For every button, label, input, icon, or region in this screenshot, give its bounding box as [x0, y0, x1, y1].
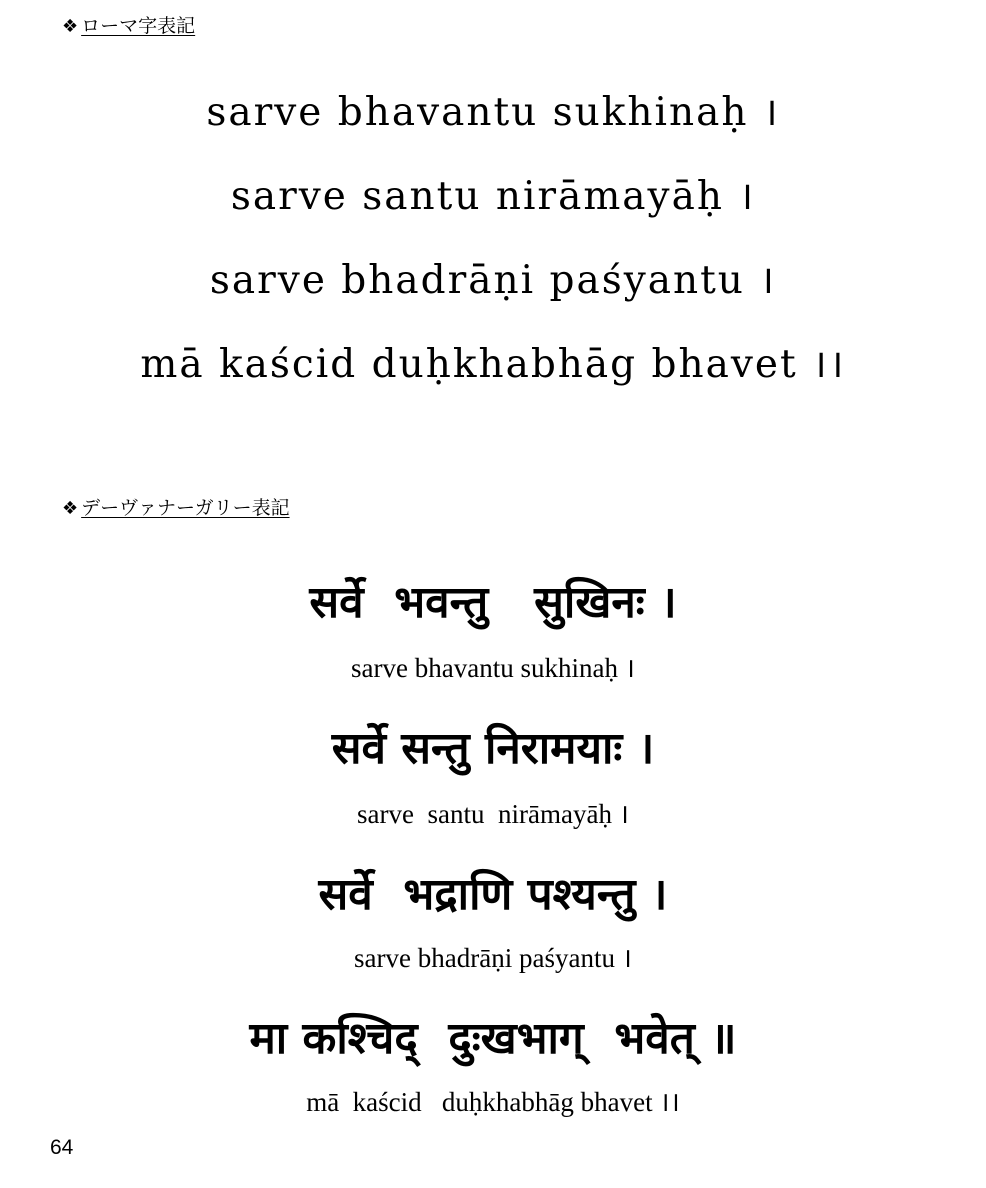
roman-verse-line-2: sarve santu nirāmayāḥ ।: [230, 174, 756, 219]
devanagari-verse-line-1: सर्वे भवन्तु सुखिनः ।: [309, 577, 677, 628]
romanization-heading-text: ローマ字表記: [81, 15, 196, 37]
transliteration-line-2: sarve santu nirāmayāḥ ।: [357, 799, 629, 829]
diamond-bullet-icon: ❖: [62, 16, 79, 37]
devanagari-verse-line-3: सर्वे भद्राणि पश्यन्तु ।: [318, 869, 668, 920]
roman-verse-line-4: mā kaścid duḥkhabhāg bhavet ।।: [140, 342, 846, 387]
transliteration-line-4: mā kaścid duḥkhabhāg bhavet ।।: [306, 1087, 680, 1117]
romanization-section-heading: [62, 14, 195, 39]
diamond-bullet-icon: ❖: [62, 498, 79, 519]
roman-verse-line-1: sarve bhavantu sukhinaḥ ।: [206, 90, 780, 135]
page-number: 64: [50, 1136, 74, 1159]
devanagari-verse-line-2: सर्वे सन्तु निरामयाः ।: [331, 723, 655, 774]
devanagari-verse-line-4: मा कश्चिद् दुःखभाग् भवेत् ॥: [249, 1013, 737, 1064]
devanagari-section-heading: [62, 496, 290, 521]
devanagari-heading-text: デーヴァナーガリー表記: [81, 497, 290, 519]
transliteration-line-1: sarve bhavantu sukhinaḥ ।: [351, 653, 635, 683]
transliteration-line-3: sarve bhadrāṇi paśyantu ।: [354, 943, 632, 973]
roman-verse-line-3: sarve bhadrāṇi paśyantu ।: [209, 258, 777, 303]
